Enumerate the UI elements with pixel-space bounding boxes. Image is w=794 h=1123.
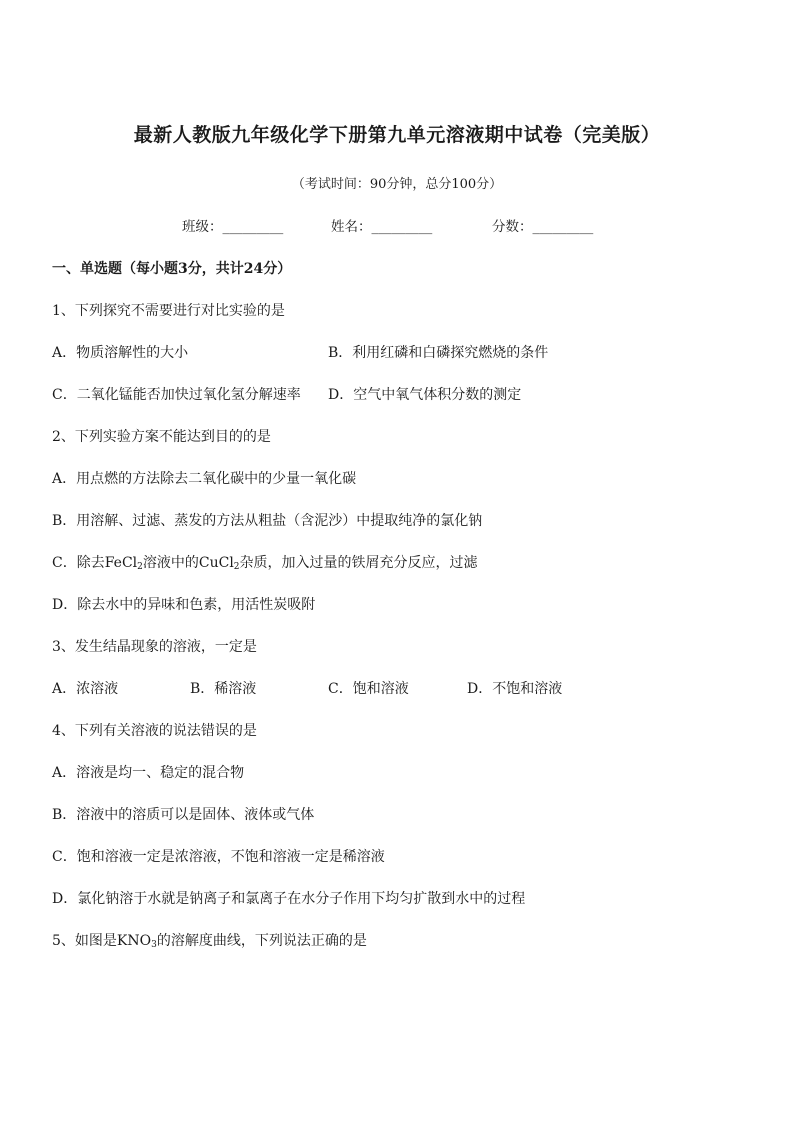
question-2-option-a: A．用点燃的方法除去二氧化碳中的少量一氧化碳 — [52, 471, 357, 487]
question-3-option-a: A．浓溶液 — [52, 681, 119, 697]
question-2-option-b: B．用溶解、过滤、蒸发的方法从粗盐（含泥沙）中提取纯净的氯化钠 — [52, 513, 483, 529]
exam-info: （考试时间：90分钟，总分100分） — [291, 177, 503, 192]
class-field: 班级：_________ — [182, 219, 284, 235]
subscript-2: 2 — [137, 562, 143, 572]
question-1-option-b: B．利用红磷和白磷探究燃烧的条件 — [328, 345, 549, 361]
option-c-text-part2: 溶液中的CuCl — [142, 555, 234, 571]
question-4-stem: 4、下列有关溶液的说法错误的是 — [52, 723, 257, 739]
subscript-3: 3 — [151, 940, 157, 950]
option-c-text-part3: 杂质，加入过量的铁屑充分反应，过滤 — [239, 555, 478, 571]
score-field: 分数：_________ — [492, 219, 594, 235]
question-5-text-part1: 5、如图是KNO — [52, 933, 152, 949]
section-heading: 一、单选题（每小题3分，共计24分） — [52, 261, 292, 277]
question-2-option-d: D．除去水中的异味和色素，用活性炭吸附 — [52, 597, 316, 613]
question-2-stem: 2、下列实验方案不能达到目的的是 — [52, 429, 271, 445]
question-5-stem — [52, 930, 367, 950]
question-3-option-c: C．饱和溶液 — [328, 681, 409, 697]
question-4-option-b: B．溶液中的溶质可以是固体、液体或气体 — [52, 807, 315, 823]
question-4-option-c: C．饱和溶液一定是浓溶液，不饱和溶液一定是稀溶液 — [52, 849, 385, 865]
question-3-option-d: D．不饱和溶液 — [467, 681, 563, 697]
question-2-option-c — [52, 552, 478, 572]
question-3-option-b: B．稀溶液 — [190, 681, 257, 697]
question-1-stem: 1、下列探究不需要进行对比实验的是 — [52, 303, 285, 319]
question-1-option-d: D．空气中氧气体积分数的测定 — [328, 387, 522, 403]
page-title: 最新人教版九年级化学下册第九单元溶液期中试卷（完美版） — [133, 124, 661, 146]
question-1-option-a: A．物质溶解性的大小 — [52, 345, 189, 361]
subscript-2: 2 — [233, 562, 240, 572]
question-4-option-a: A．溶液是均一、稳定的混合物 — [52, 765, 245, 781]
name-field: 姓名：_________ — [331, 219, 433, 235]
option-c-text-part1: C．除去FeCl — [52, 555, 138, 571]
question-4-option-d: D．氯化钠溶于水就是钠离子和氯离子在水分子作用下均匀扩散到水中的过程 — [52, 891, 526, 907]
question-1-option-c: C．二氧化锰能否加快过氧化氢分解速率 — [52, 387, 301, 403]
question-3-stem: 3、发生结晶现象的溶液，一定是 — [52, 639, 257, 655]
question-5-text-part2: 的溶解度曲线，下列说法正确的是 — [156, 933, 367, 949]
